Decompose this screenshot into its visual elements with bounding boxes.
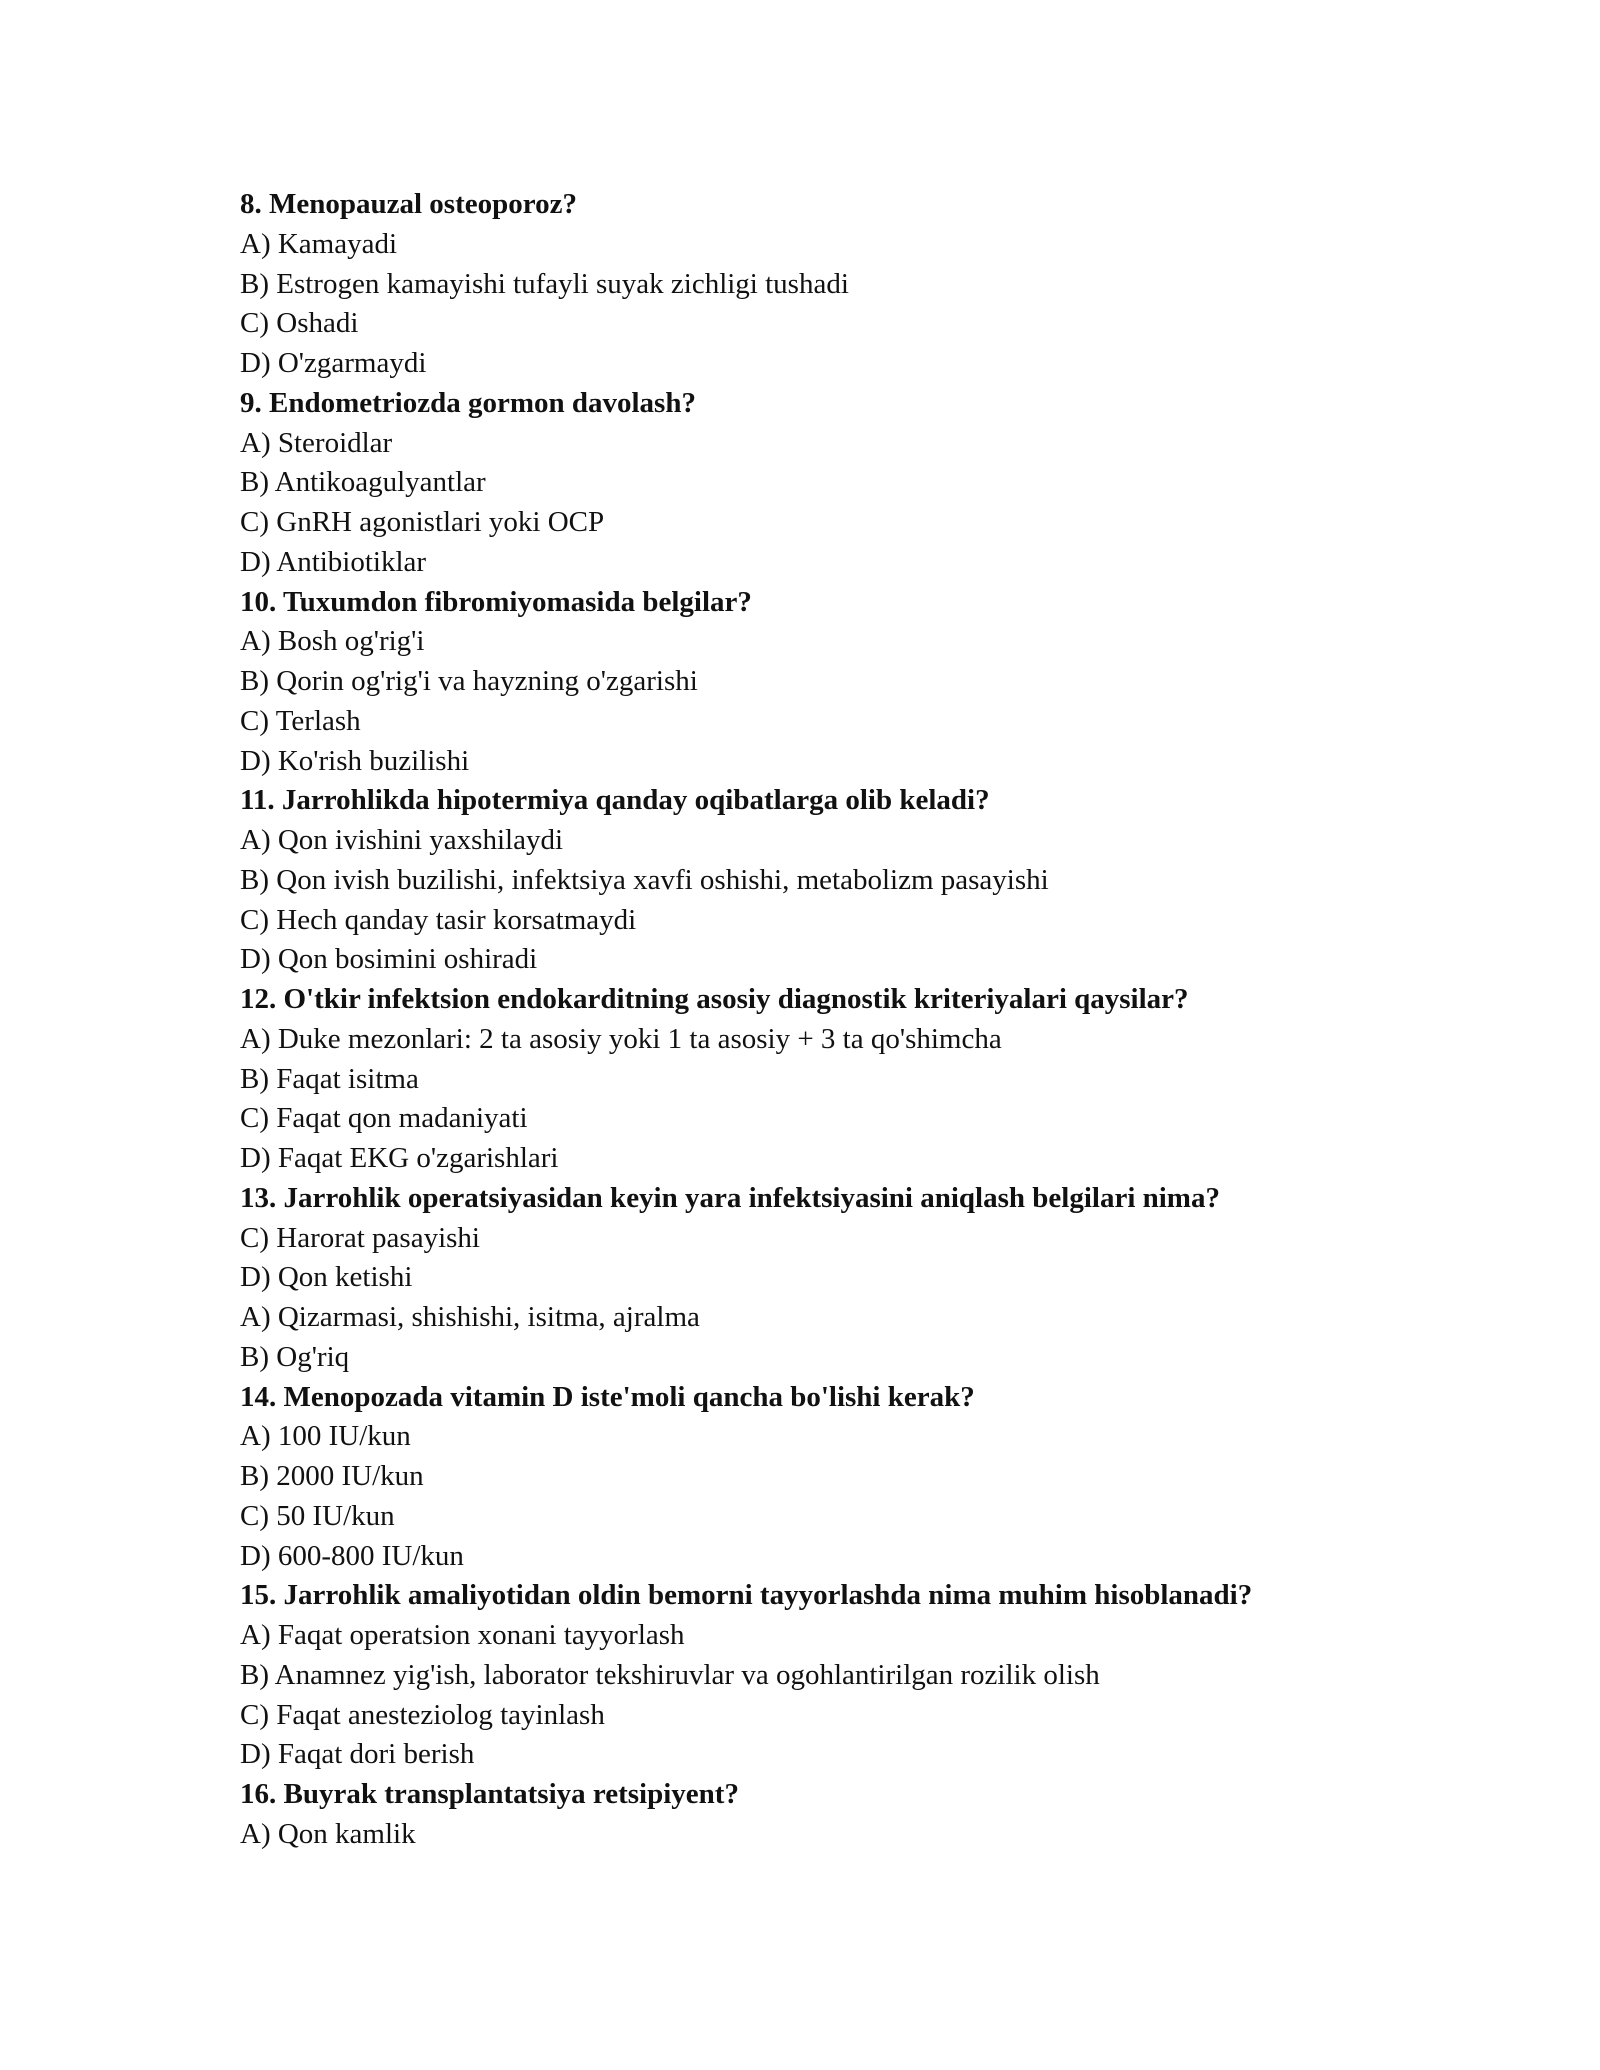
- question-16: [240, 1775, 1420, 1855]
- answer-option-a: A) Duke mezonlari: 2 ta asosiy yoki 1 ta asosiy + 3 ta qo'shimcha: [240, 1022, 1002, 1055]
- question-title: 16. Buyrak transplantatsiya retsipiyent?: [240, 1778, 739, 1810]
- question-title: 9. Endometriozda gormon davolash?: [240, 386, 696, 419]
- answer-option-c: C) Faqat qon madaniyati: [240, 1102, 528, 1135]
- question-10: [240, 583, 1420, 782]
- answer-option-d: D) Qon bosimini oshiradi: [240, 943, 538, 976]
- answer-option-c: C) Harorat pasayishi: [240, 1221, 480, 1254]
- question-title: 8. Menopauzal osteoporoz?: [240, 188, 577, 220]
- answer-option-b: B) Anamnez yig'ish, laborator tekshiruvlar va ogohlantirilgan rozilik olish: [240, 1658, 1100, 1691]
- question-13: [240, 1179, 1420, 1378]
- answer-option-d: D) Antibiotiklar: [240, 545, 427, 578]
- question-title: 12. O'tkir infektsion endokarditning asosiy diagnostik kriteriyalari qaysilar?: [240, 983, 1189, 1015]
- question-title: 13. Jarrohlik operatsiyasidan keyin yara infektsiyasini aniqlash belgilari nima?: [240, 1181, 1220, 1214]
- answer-option-a: A) Qizarmasi, shishishi, isitma, ajralma: [240, 1301, 700, 1333]
- answer-option-b: B) Og'riq: [240, 1340, 350, 1373]
- answer-option-b: B) 2000 IU/kun: [240, 1460, 424, 1492]
- answer-option-d: D) Ko'rish buzilishi: [240, 744, 470, 777]
- answer-option-b: B) Faqat isitma: [240, 1062, 419, 1095]
- answer-option-d: D) Faqat dori berish: [240, 1738, 475, 1771]
- answer-option-c: C) Terlash: [240, 704, 361, 737]
- question-list: [240, 185, 1420, 1855]
- question-8: [240, 185, 1420, 384]
- answer-option-a: A) 100 IU/kun: [240, 1420, 411, 1453]
- answer-option-a: A) Bosh og'rig'i: [240, 625, 425, 658]
- answer-option-b: B) Antikoagulyantlar: [240, 466, 486, 499]
- question-title: 15. Jarrohlik amaliyotidan oldin bemorni tayyorlashda nima muhim hisoblanadi?: [240, 1579, 1253, 1612]
- question-14: [240, 1378, 1420, 1577]
- question-15: [240, 1576, 1420, 1775]
- question-11: [240, 781, 1420, 980]
- answer-option-c: C) 50 IU/kun: [240, 1499, 395, 1532]
- answer-option-d: D) Qon ketishi: [240, 1261, 413, 1294]
- answer-option-a: A) Faqat operatsion xonani tayyorlash: [240, 1619, 685, 1651]
- answer-option-c: C) Oshadi: [240, 307, 359, 340]
- answer-option-d: D) 600-800 IU/kun: [240, 1539, 464, 1572]
- answer-option-c: C) GnRH agonistlari yoki OCP: [240, 506, 605, 538]
- answer-option-d: D) Faqat EKG o'zgarishlari: [240, 1142, 559, 1174]
- answer-option-d: D) O'zgarmaydi: [240, 347, 427, 379]
- question-12: [240, 980, 1420, 1179]
- question-title: 14. Menopozada vitamin D iste'moli qancha bo'lishi kerak?: [240, 1380, 975, 1413]
- answer-option-c: C) Hech qanday tasir korsatmaydi: [240, 903, 637, 936]
- answer-option-a: A) Qon ivishini yaxshilaydi: [240, 824, 564, 856]
- answer-option-b: B) Qorin og'rig'i va hayzning o'zgarishi: [240, 665, 698, 697]
- answer-option-c: C) Faqat anesteziolog tayinlash: [240, 1698, 605, 1731]
- answer-option-a: A) Kamayadi: [240, 227, 398, 260]
- answer-option-a: A) Steroidlar: [240, 426, 393, 459]
- answer-option-a: A) Qon kamlik: [240, 1817, 416, 1850]
- answer-option-b: B) Estrogen kamayishi tufayli suyak zichligi tushadi: [240, 267, 849, 300]
- question-title: 10. Tuxumdon fibromiyomasida belgilar?: [240, 585, 752, 618]
- question-title: 11. Jarrohlikda hipotermiya qanday oqibatlarga olib keladi?: [240, 784, 990, 817]
- question-9: [240, 384, 1420, 583]
- answer-option-b: B) Qon ivish buzilishi, infektsiya xavfi oshishi, metabolizm pasayishi: [240, 863, 1049, 896]
